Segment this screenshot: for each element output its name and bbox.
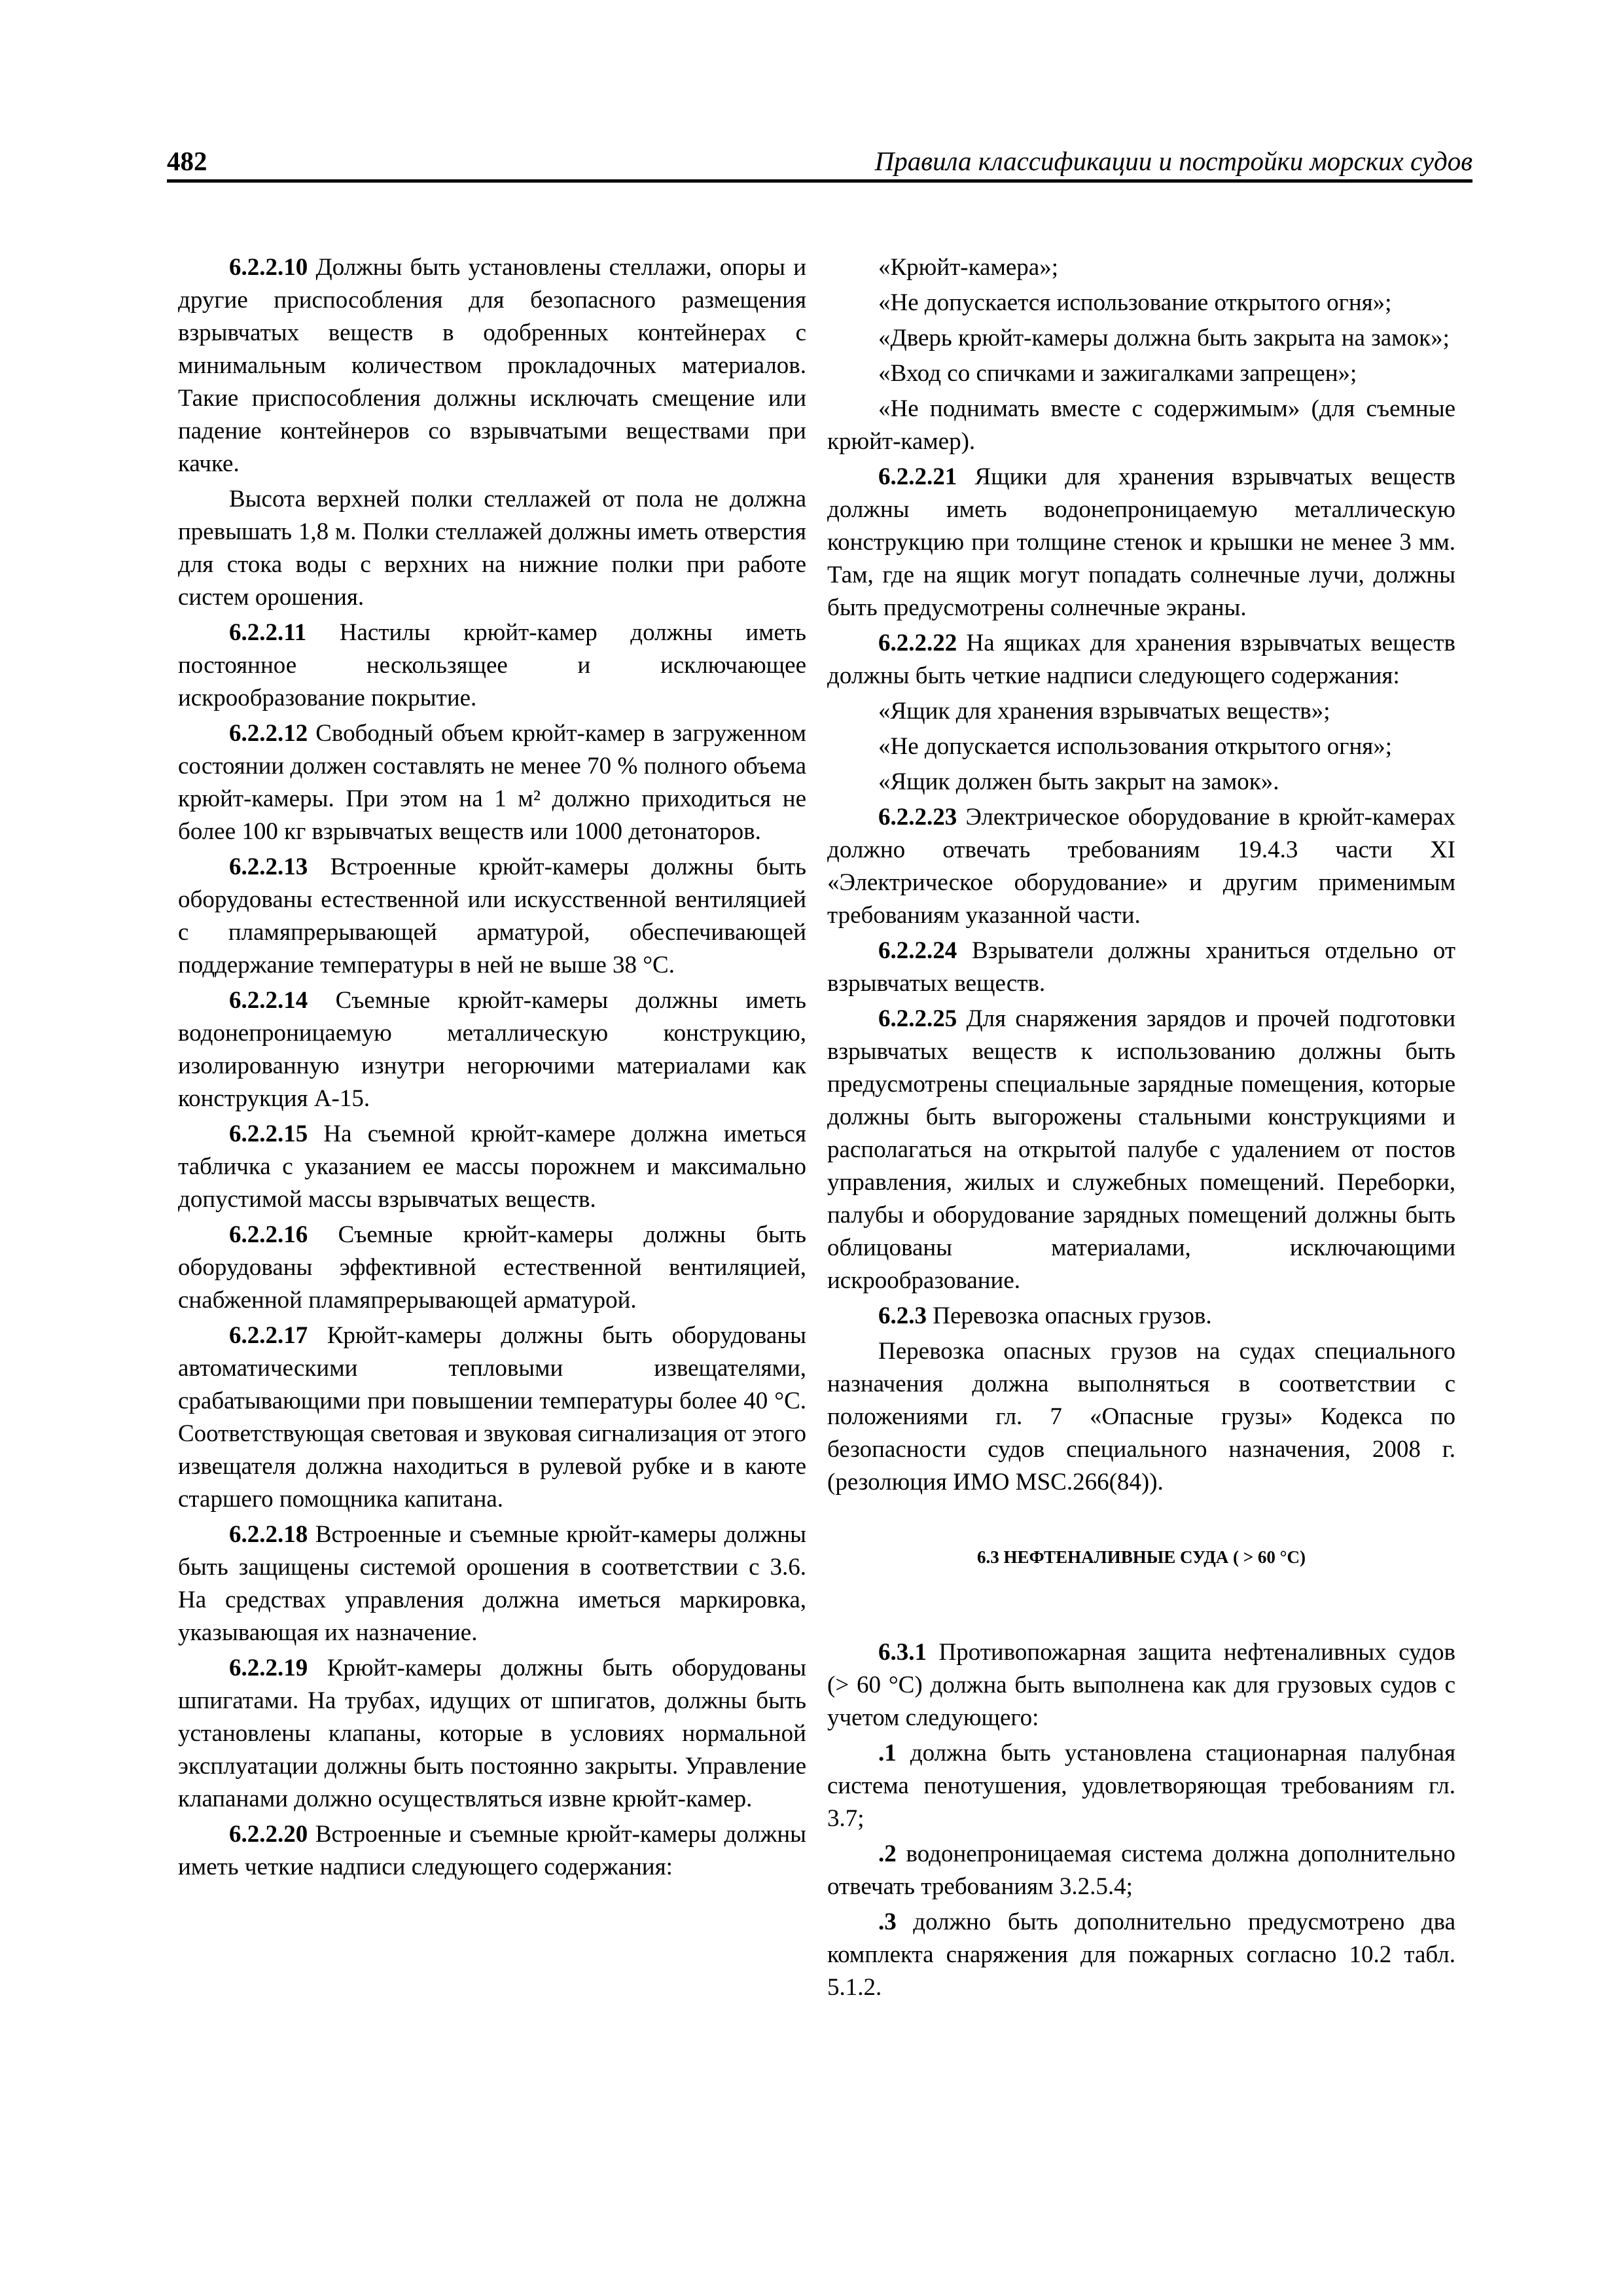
paragraph-text: «Ящик для хранения взрывчатых веществ»; — [878, 698, 1330, 725]
clause-number: 6.2.2.25 — [878, 1005, 957, 1032]
left-column — [178, 251, 806, 1886]
clause-number: 6.2.2.19 — [229, 1655, 308, 1681]
paragraph — [827, 1636, 1455, 1734]
paragraph-text: Высота верхней полки стеллажей от пола не должна превышать 1,8 м. Полки стеллажей должны иметь отверстия для стока воды с верхних на нижние полки при работе систем орошения. — [178, 486, 806, 611]
paragraph — [827, 730, 1455, 763]
paragraph-text: «Не поднимать вместе с содержимым» (для съемные крюйт-камер). — [827, 395, 1455, 455]
paragraph-text: «Ящик должен быть закрыт на замок». — [878, 768, 1279, 795]
paragraph-text: Для снаряжения зарядов и прочей подготовки взрывчатых веществ к использованию должны быть предусмотрены специальные зарядные помещения, которые должны быть выгорожены стальными конструкциями и располагаться на открытой палубе с удалением от постов управления, жилых и служебных помещений. Переборки, палубы и оборудование зарядных помещений должны быть облицованы материалами, исключающими искрообразование. — [827, 1005, 1455, 1294]
paragraph-text: На ящиках для хранения взрывчатых веществ должны быть четкие надписи следующего содержания: — [827, 630, 1455, 689]
clause-number: 6.2.2.13 — [229, 853, 308, 880]
paragraph — [827, 766, 1455, 798]
paragraph-text: Настилы крюйт-камер должны иметь постоянное нескользящее и исключающее искрообразование покрытие. — [178, 619, 806, 711]
paragraph-text: «Не допускается использования открытого огня»; — [878, 733, 1393, 760]
right-column — [827, 251, 1455, 2007]
paragraph-text: Свободный объем крюйт-камер в загруженном состоянии должен составлять не менее 70 % полного объема крюйт-камеры. При этом на 1 м² должно приходиться не более 100 кг взрывчатых веществ или 1000 детонаторов. — [178, 720, 806, 845]
paragraph — [178, 251, 806, 480]
header-rule — [167, 179, 1472, 183]
paragraph — [827, 627, 1455, 692]
paragraph-text: Встроенные и съемные крюйт-камеры должны иметь четкие надписи следующего содержания: — [178, 1821, 806, 1880]
list-item — [827, 1906, 1455, 2004]
list-item — [827, 1838, 1455, 1903]
paragraph — [827, 322, 1455, 355]
paragraph-text: Противопожарная защита нефтеналивных судов (> 60 °С) должна быть выполнена как для грузовых судов с учетом следующего: — [827, 1639, 1455, 1731]
paragraph — [827, 357, 1455, 390]
paragraph-text: должна быть установлена стационарная палубная система пенотушения, удовлетворяющая требованиям гл. 3.7; — [827, 1740, 1455, 1832]
paragraph — [827, 935, 1455, 1000]
paragraph — [827, 461, 1455, 624]
clause-number: 6.3.1 — [878, 1639, 927, 1666]
paragraph — [178, 984, 806, 1115]
page-header — [167, 143, 1472, 182]
running-title: Правила классификации и постройки морских судов — [874, 146, 1472, 176]
clause-number: 6.2.2.10 — [229, 254, 308, 281]
paragraph-text: «Крюйт-камера»; — [878, 254, 1058, 281]
clause-number: 6.2.2.11 — [229, 619, 307, 646]
paragraph-text: Перевозка опасных грузов на судах специального назначения должна выполняться в соответствии с положениями гл. 7 «Опасные грузы» Кодекса по безопасности судов специального назначения, 2008 г. (резолюция ИМО MSC.266(84)). — [827, 1338, 1455, 1496]
paragraph — [178, 1818, 806, 1884]
paragraph-text: должно быть дополнительно предусмотрено два комплекта снаряжения для пожарных согласно 10.2 табл. 5.1.2. — [827, 1909, 1455, 2001]
clause-number: 6.2.2.24 — [878, 937, 957, 964]
paragraph — [178, 617, 806, 715]
paragraph-text: «Не допускается использование открытого огня»; — [878, 289, 1392, 316]
paragraph-text: Должны быть установлены стеллажи, опоры и другие приспособления для безопасного размещения взрывчатых веществ в одобренных контейнерах с минимальным количеством прокладочных материалов. Такие приспособления должны исключать смещение или падение контейнеров со взрывчатыми веществами при качке. — [178, 254, 806, 477]
paragraph-text: Крюйт-камеры должны быть оборудованы автоматическими тепловыми извещателями, срабатывающими при повышении температуры более 40 °С. Соответствующая световая и звуковая сигнализация от этого извещателя должна находиться в рулевой рубке и в каюте старшего помощника капитана. — [178, 1322, 806, 1513]
paragraph — [827, 287, 1455, 319]
clause-number: 6.2.2.22 — [878, 630, 957, 656]
clause-number: 6.2.2.21 — [878, 463, 957, 490]
paragraph — [178, 1652, 806, 1816]
item-number: .3 — [878, 1909, 897, 1935]
item-number: .1 — [878, 1740, 897, 1767]
clause-number: 6.2.3 — [878, 1302, 927, 1329]
clause-number: 6.2.2.23 — [878, 804, 957, 831]
paragraph-text: На съемной крюйт-камере должна иметься табличка с указанием ее массы порожнем и максимально допустимой массы взрывчатых веществ. — [178, 1121, 806, 1213]
paragraph — [827, 1003, 1455, 1297]
paragraph — [178, 1319, 806, 1516]
clause-number: 6.2.2.14 — [229, 987, 308, 1014]
clause-number: 6.2.2.15 — [229, 1121, 308, 1147]
paragraph-text: Съемные крюйт-камеры должны быть оборудованы эффективной естественной вентиляцией, снабженной пламяпрерывающей арматурой. — [178, 1221, 806, 1314]
paragraph — [827, 251, 1455, 284]
paragraph — [178, 483, 806, 614]
paragraph-text: Электрическое оборудование в крюйт-камерах должно отвечать требованиям 19.4.3 части XI «Электрическое оборудование» и другим применимым требованиям указанной части. — [827, 804, 1455, 929]
paragraph-text: Крюйт-камеры должны быть оборудованы шпигатами. На трубах, идущих от шпигатов, должны быть установлены клапаны, которые в условиях нормальной эксплуатации должны быть постоянно закрыты. Управление клапанами должно осуществляться извне крюйт-камер. — [178, 1655, 806, 1812]
list-item — [827, 1737, 1455, 1835]
paragraph-text: Встроенные крюйт-камеры должны быть оборудованы естественной или искусственной вентиляцией с пламяпрерывающей арматурой, обеспечивающей поддержание температуры в ней не выше 38 °С. — [178, 853, 806, 978]
paragraph — [178, 717, 806, 848]
paragraph — [827, 1300, 1455, 1333]
clause-number: 6.2.2.17 — [229, 1322, 308, 1349]
paragraph — [827, 1335, 1455, 1499]
paragraph — [827, 801, 1455, 932]
paragraph-text: Съемные крюйт-камеры должны иметь водонепроницаемую металлическую конструкцию, изолированную изнутри негорючими материалами как конструкция А-15. — [178, 987, 806, 1112]
paragraph-text: «Вход со спичками и зажигалками запрещен»; — [878, 360, 1357, 387]
paragraph — [827, 393, 1455, 458]
paragraph — [178, 1219, 806, 1317]
paragraph — [178, 851, 806, 982]
paragraph — [178, 1118, 806, 1216]
section-heading: 6.3 НЕФТЕНАЛИВНЫЕ СУДА ( > 60 °С) — [977, 1547, 1306, 1567]
paragraph-text: водонепроницаемая система должна дополнительно отвечать требованиям 3.2.5.4; — [827, 1840, 1455, 1900]
clause-number: 6.2.2.20 — [229, 1821, 308, 1848]
paragraph — [827, 695, 1455, 728]
paragraph-text: Ящики для хранения взрывчатых веществ должны иметь водонепроницаемую металлическую конструкцию при толщине стенок и крышки не менее 3 мм. Там, где на ящик могут попадать солнечные лучи, должны быть предусмотрены солнечные экраны. — [827, 463, 1455, 621]
item-number: .2 — [878, 1840, 897, 1867]
paragraph-text: Взрыватели должны храниться отдельно от взрывчатых веществ. — [827, 937, 1455, 997]
paragraph-text: Встроенные и съемные крюйт-камеры должны быть защищены системой орошения в соответствии с 3.6. На средствах управления должна иметься маркировка, указывающая их назначение. — [178, 1521, 806, 1646]
clause-number: 6.2.2.18 — [229, 1521, 308, 1548]
paragraph-text: «Дверь крюйт-камеры должна быть закрыта на замок»; — [878, 325, 1450, 351]
clause-number: 6.2.2.12 — [229, 720, 308, 747]
page-number: 482 — [167, 146, 207, 176]
paragraph — [178, 1518, 806, 1649]
paragraph-text: Перевозка опасных грузов. — [927, 1302, 1212, 1329]
clause-number: 6.2.2.16 — [229, 1221, 308, 1248]
